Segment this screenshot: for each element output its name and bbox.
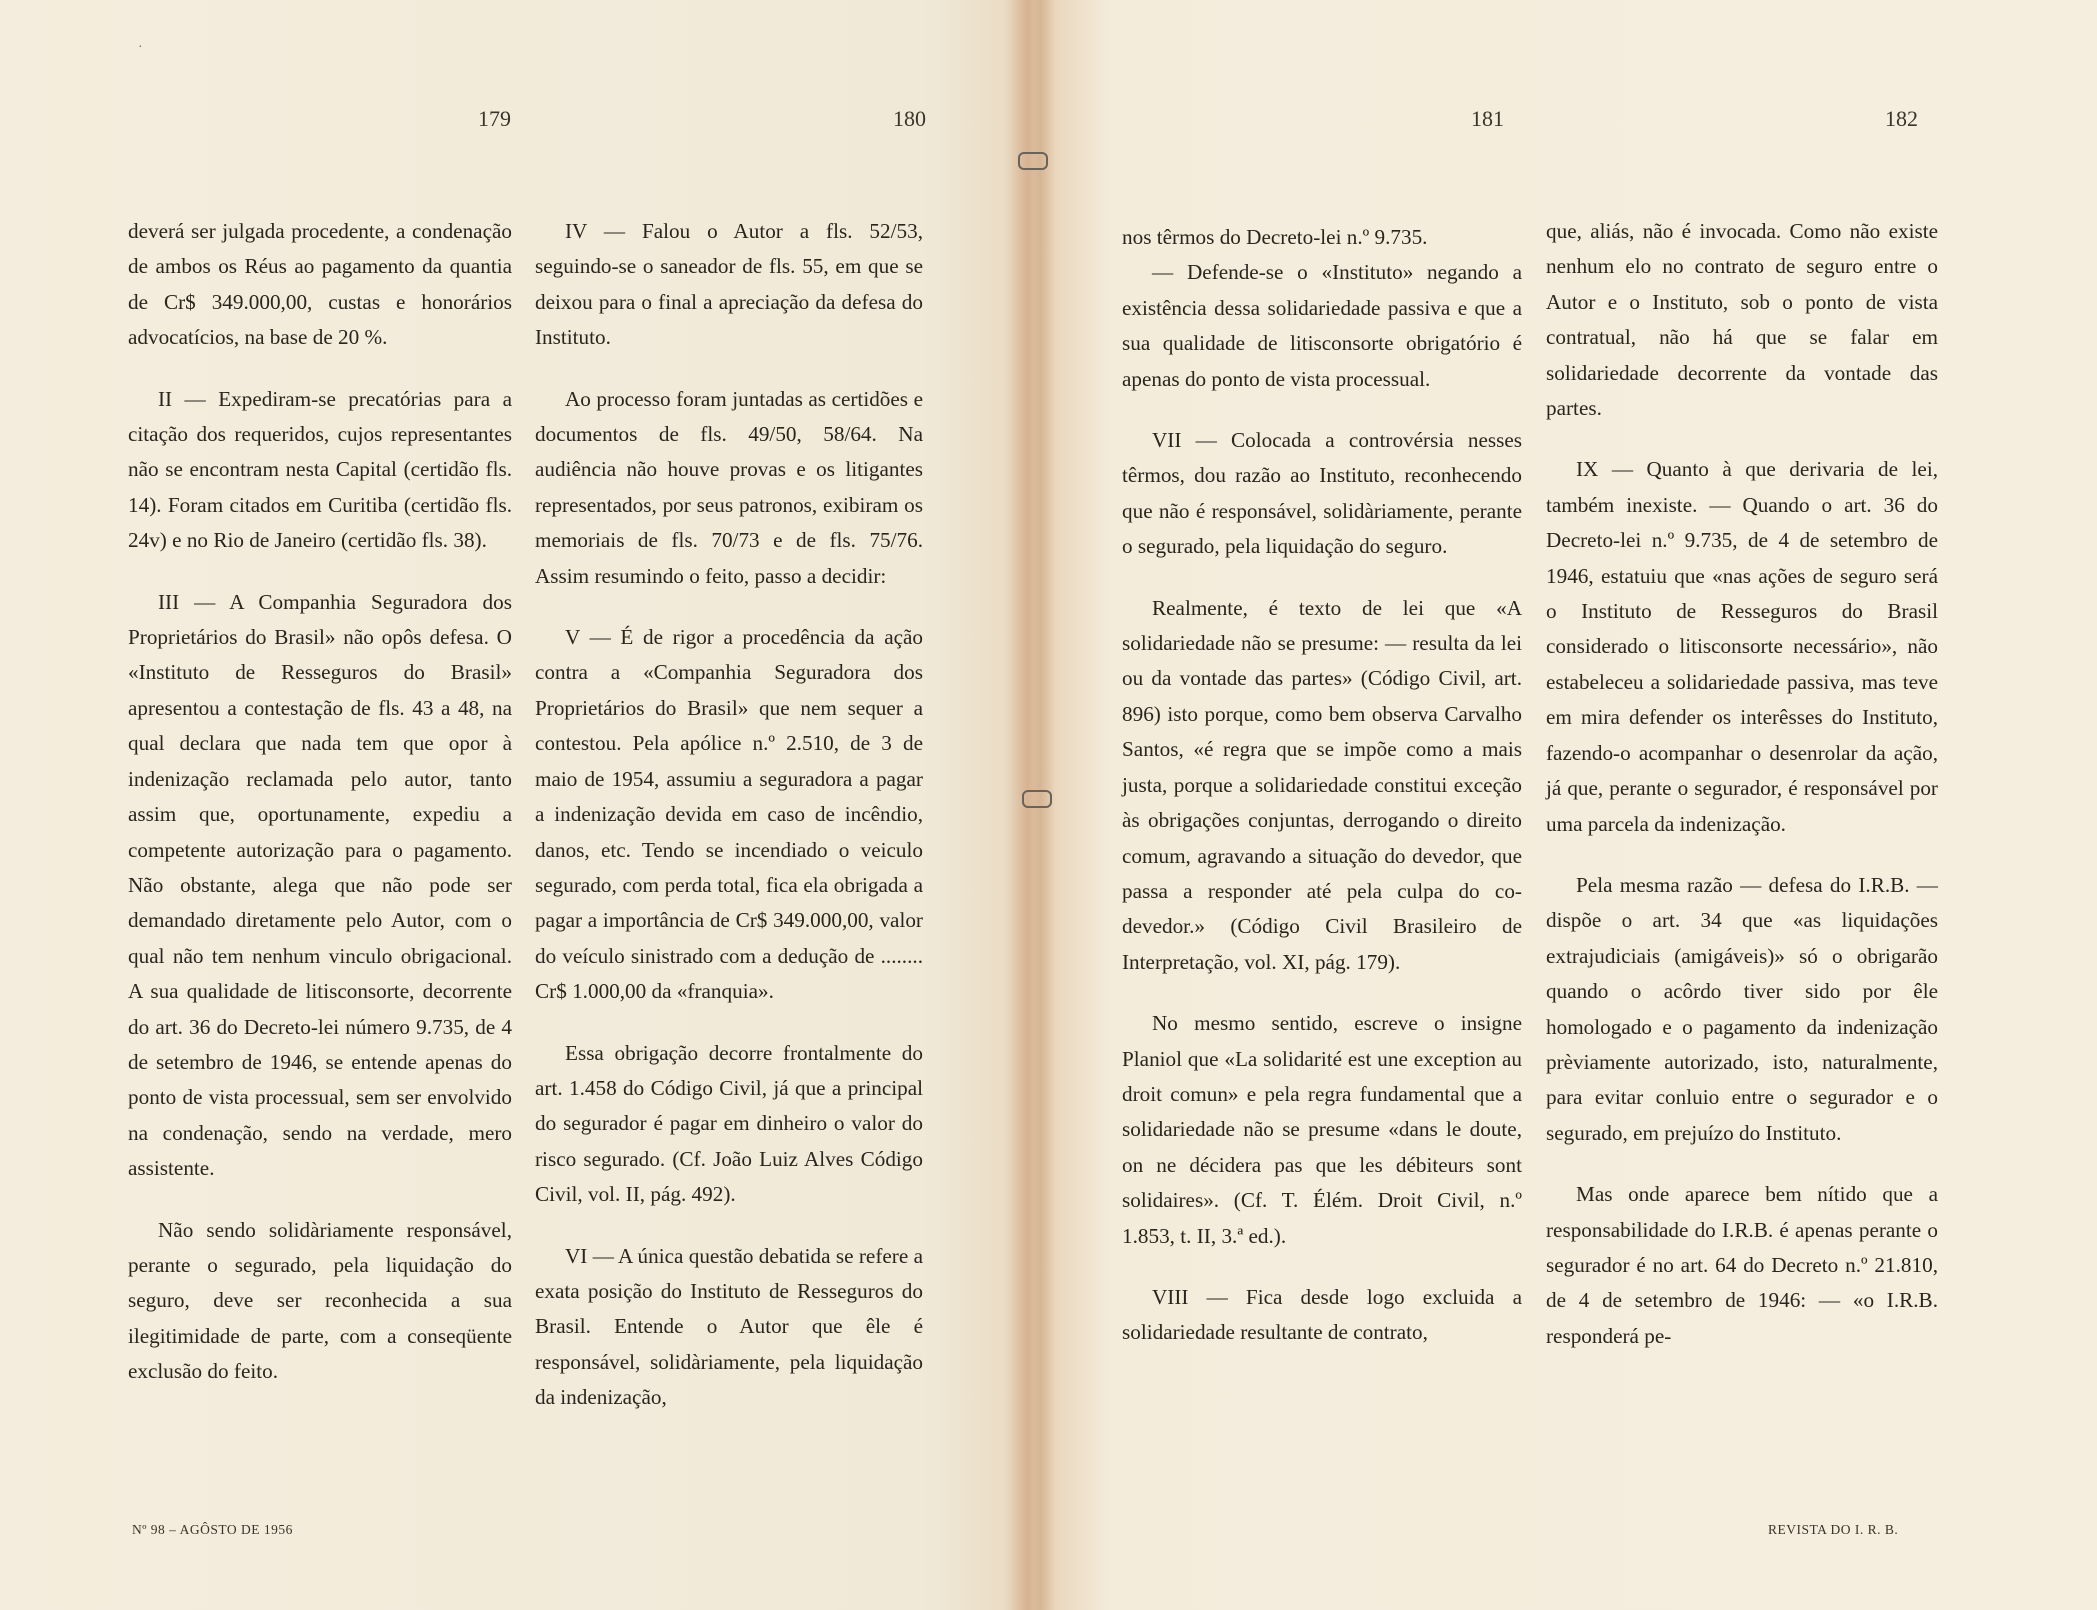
page-number-180: 180 [893,106,926,131]
paragraph: No mesmo sentido, escreve o insigne Planiol que «La solidarité est une exception au droit comun» e pela regra fundamental que a solidariedade não se presume «dans le doute, on ne décidera pas que les débiteurs sont solidaires». (Cf. T. Élém. Droit Civil, n.º 1.853, t. II, 3.ª ed.). [1122,1011,1522,1248]
paragraph: Essa obrigação decorre frontalmente do art. 1.458 do Código Civil, já que a principal do segurador é pagar em dinheiro o valor do risco segurado. (Cf. João Luiz Alves Código Civil, vol. II, pág. 492). [535,1040,923,1207]
staple-top [1018,152,1048,170]
paragraph: II — Expediram-se precatórias para a citação dos requeridos, cujos representantes não se encontram nesta Capital (certidão fls. 14). Foram citados em Curitiba (certidão fls. 24v) e no Rio de Janeiro (certidão fls. 38). [128,386,512,553]
paragraph: VIII — Fica desde logo excluida a solidariedade resultante de contrato, [1122,1284,1522,1345]
paragraph: IX — Quanto à que derivaria de lei, também inexiste. — Quando o art. 36 do Decreto-lei n.º 9.735, de 4 de setembro de 1946, estatuiu que «nas ações de seguro será o Instituto de Resseguros do Brasil considerado o litisconsorte necessário», não estabeleceu a solidariedade passiva, mas teve em mira defender os interêsses do Instituto, fazendo-o acompanhar o desenrolar da ação, já que, perante o segurador, é responsável por uma parcela da indenização. [1546,457,1938,836]
paragraph: V — É de rigor a procedência da ação contra a «Companhia Seguradora dos Proprietários do Brasil» que nem sequer a contestou. Pela apólice n.º 2.510, de 3 de maio de 1954, assumiu a seguradora a pagar a indenização devida em caso de incêndio, danos, etc. Tendo se incendiado o veiculo segurado, com perda total, fica ela obrigada a pagar a importância de Cr$ 349.000,00, valor do veículo sinistrado com a dedução de ........ Cr$ 1.000,00 da «franquia». [535,625,923,1004]
paragraph: nos têrmos do Decreto-lei n.º 9.735. [1122,225,1428,249]
paragraph: VI — A única questão debatida se refere a exata posição do Instituto de Resseguros do Brasil. Entende o Autor que êle é responsável, solidàriamente, pela liquidação da indenização, [535,1243,923,1410]
staple-middle [1022,790,1052,808]
page-number-181: 181 [1471,106,1504,131]
column-page-181 [1122,220,1522,1351]
page-number-182: 182 [1885,106,1918,131]
paragraph: que, aliás, não é invocada. Como não existe nenhum elo no contrato de seguro entre o Autor e o Instituto, sob o ponto de vista contratual, não há que se falar em solidariedade decorrente da vontade das partes. [1546,219,1938,421]
paragraph: IV — Falou o Autor a fls. 52/53, seguindo-se o saneador de fls. 55, em que se deixou para o final a apreciação da defesa do Instituto. [535,219,923,350]
paragraph: deverá ser julgada procedente, a condenação de ambos os Réus ao pagamento da quantia de Cr$ 349.000,00, custas e honorários advocatícios, na base de 20 %. [128,219,512,350]
paragraph: VII — Colocada a controvérsia nesses têrmos, dou razão ao Instituto, reconhecendo que não é responsável, solidàriamente, perante o segurado, pela liquidação do seguro. [1122,428,1522,559]
column-page-179 [128,214,512,1390]
paragraph: Ao processo foram juntadas as certidões e documentos de fls. 49/50, 58/64. Na audiência não houve provas e os litigantes representados, por seus patronos, exibiram os memoriais de fls. 70/73 e de fls. 75/76. Assim resumindo o feito, passo a decidir: [535,386,923,588]
paragraph: Pela mesma razão — defesa do I.R.B. — dispõe o art. 34 que «as liquidações extrajudiciais (amigáveis)» só o obrigarão quando o acôrdo tiver sido por êle homologado e o pagamento da indenização prèviamente autorizado, isto, naturalmente, para evitar conluio entre o segurador e o segurado, em prejuízo do Instituto. [1546,872,1938,1145]
smudge-mark: · [138,40,143,55]
paragraph: Não sendo solidàriamente responsável, perante o segurado, pela liquidação do seguro, deve ser reconhecida a sua ilegitimidade de parte, com a conseqüente exclusão do feito. [128,1217,512,1384]
page-number-179: 179 [478,106,511,131]
paragraph: — Defende-se o «Instituto» negando a existência dessa solidariedade passiva e que a sua qualidade de litisconsorte obrigatório é apenas do ponto de vista processual. [1122,260,1522,391]
footer-journal: REVISTA DO I. R. B. [1768,1522,1899,1537]
paragraph: III — A Companhia Seguradora dos Proprietários do Brasil» não opôs defesa. O «Instituto de Resseguros do Brasil» apresentou a contestação de fls. 43 a 48, na qual declara que nada tem que opor à indenização reclamada pelo autor, tanto assim que, oportunamente, expediu a competente autorização para o pagamento. Não obstante, alega que não pode ser demandado diretamente pelo Autor, com o qual não tem nenhum vinculo obrigacional. A sua qualidade de litisconsorte, decorrente do art. 36 do Decreto-lei número 9.735, de 4 de setembro de 1946, se entende apenas do ponto de vista processual, sem ser envolvido na condenação, sendo na verdade, mero assistente. [128,589,512,1181]
paragraph: Realmente, é texto de lei que «A solidariedade não se presume: — resulta da lei ou da vontade das partes» (Código Civil, art. 896) isto porque, como bem observa Carvalho Santos, «é regra que se impõe como a mais justa, porque a solidariedade constitui exceção às obrigações conjuntas, derrogando o direito comum, agravando a situação do devedor, que passa a responder até pela culpa do co-devedor.» (Código Civil Brasileiro de Interpretação, vol. XI, pág. 179). [1122,595,1522,974]
column-page-180 [535,214,923,1416]
footer-issue: Nº 98 – AGÔSTO DE 1956 [132,1522,293,1537]
paragraph: Mas onde aparece bem nítido que a responsabilidade do I.R.B. é apenas perante o segurador é no art. 64 do Decreto n.º 21.810, de 4 de setembro de 1946: — «o I.R.B. responderá pe- [1546,1182,1938,1348]
column-page-182 [1546,214,1938,1354]
